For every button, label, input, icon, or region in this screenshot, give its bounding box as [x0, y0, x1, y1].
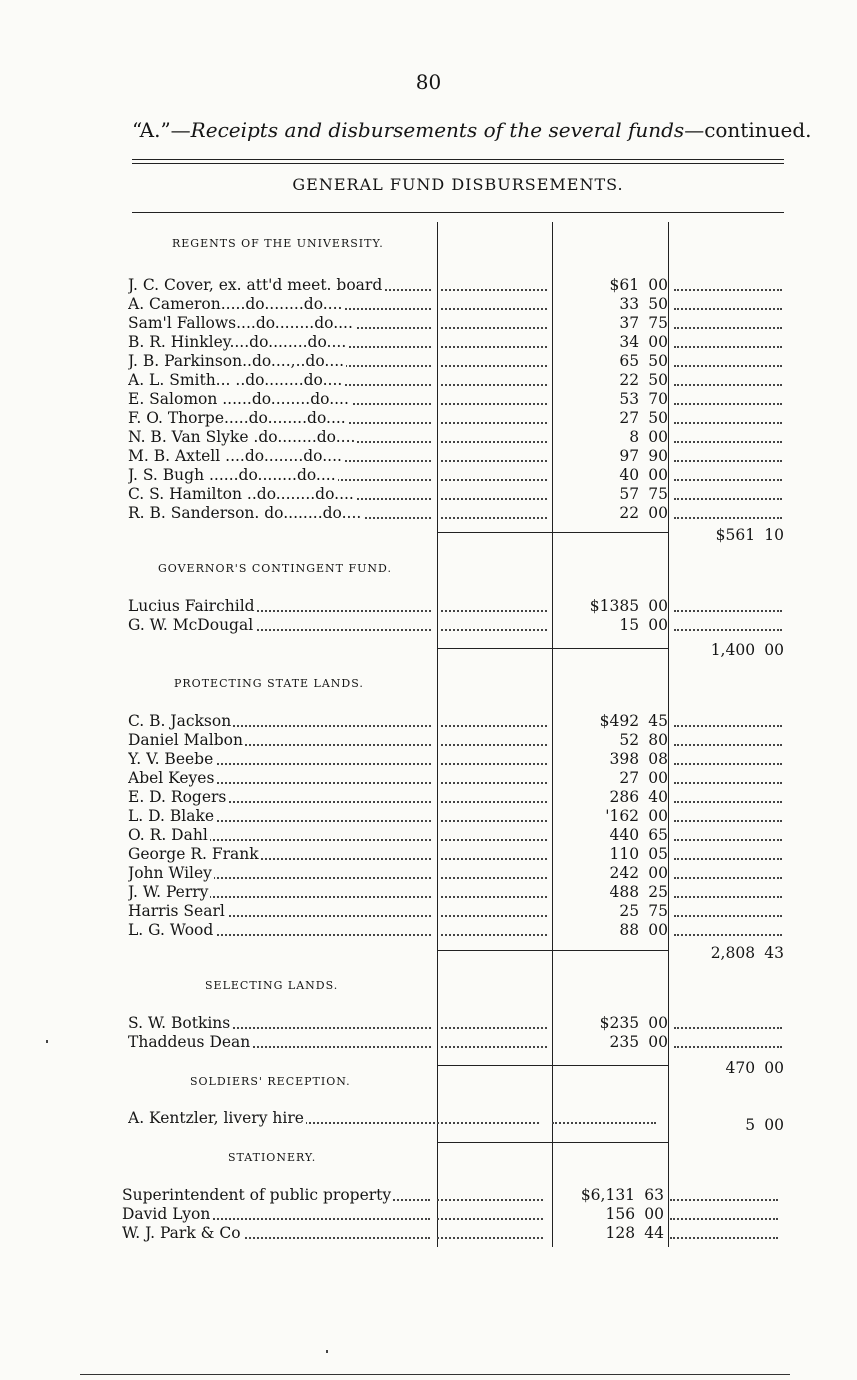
payee-name: R. B. Sanderson. do........do....: [128, 504, 362, 522]
table-row: [0, 902, 857, 921]
payee-name: Lucius Fairchild: [128, 597, 255, 615]
total-dollars: 2,808: [710, 944, 756, 962]
payee-name: J. B. Parkinson..do....,..do....: [128, 352, 345, 370]
section-title: GENERAL FUND DISBURSEMENTS.: [292, 175, 624, 194]
payee-name: Sam'l Fallows....do........do....: [128, 314, 353, 332]
amount-dollars: 128: [605, 1224, 636, 1242]
payee-name: A. Cameron.....do........do....: [128, 295, 343, 313]
heading-suffix: —continued.: [684, 118, 812, 142]
amount-cents: 00: [648, 428, 668, 446]
total-dollars: 1,400: [710, 641, 756, 659]
heading-prefix: “A.”—: [132, 118, 191, 142]
table-row: [0, 864, 857, 883]
table-row: [0, 371, 857, 390]
amount-dollars: 110: [609, 845, 640, 863]
payee-name: C. B. Jackson: [128, 712, 232, 730]
payee-name: O. R. Dahl: [128, 826, 208, 844]
group-title-selecting-lands: SELECTING LANDS.: [205, 979, 339, 992]
section-rule: [132, 212, 784, 213]
payee-name: S. W. Botkins: [128, 1014, 231, 1032]
amount-dollars: 286: [609, 788, 640, 806]
table-row: [0, 276, 857, 295]
payee-name: Harris Searl: [128, 902, 225, 920]
amount-cents: 00: [648, 1014, 668, 1032]
amount-dollars: $235: [599, 1014, 640, 1032]
total-cents: 43: [764, 944, 784, 962]
amount-dollars: 33: [619, 295, 640, 313]
amount-dollars: 156: [605, 1205, 636, 1223]
table-row: [0, 597, 857, 616]
amount-cents: 50: [648, 295, 668, 313]
amount-cents: 40: [648, 788, 668, 806]
payee-name: Daniel Malbon: [128, 731, 243, 749]
table-row: [0, 712, 857, 731]
amount-dollars: $61: [609, 276, 640, 294]
payee-name: C. S. Hamilton ..do........do....: [128, 485, 354, 503]
amount-dollars: 25: [619, 902, 640, 920]
group-total: [672, 641, 784, 659]
group-total: [672, 1116, 784, 1134]
amount-dollars: 40: [619, 466, 640, 484]
amount-dollars: 65: [619, 352, 640, 370]
amount-cents: 90: [648, 447, 668, 465]
amount-cents: 00: [648, 616, 668, 634]
table-row: [0, 352, 857, 371]
table-row: [0, 807, 857, 826]
table-row: [0, 504, 857, 523]
table-row: [0, 845, 857, 864]
table-row: [0, 750, 857, 769]
table-row: [0, 428, 857, 447]
amount-dollars: 488: [609, 883, 640, 901]
amount-cents: 00: [644, 1205, 664, 1223]
amount-dollars: 27: [619, 409, 640, 427]
table-row: [0, 314, 857, 333]
table-row: [0, 788, 857, 807]
table-row: [0, 731, 857, 750]
payee-name: J. W. Perry: [128, 883, 209, 901]
total-cents: 00: [764, 641, 784, 659]
payee-name: F. O. Thorpe.....do........do....: [128, 409, 346, 427]
payee-name: A. L. Smith... ..do........do....: [128, 371, 343, 389]
total-cents: 00: [764, 1116, 784, 1134]
group-title-governors-contingent-fund: GOVERNOR'S CONTINGENT FUND.: [158, 562, 392, 575]
group-title-soldiers-reception: SOLDIERS' RECEPTION.: [190, 1075, 351, 1088]
amount-cents: 00: [648, 333, 668, 351]
table-row: [0, 826, 857, 845]
payee-name: N. B. Van Slyke .do........do....: [128, 428, 356, 446]
table-row: [0, 1014, 857, 1033]
payee-name: David Lyon: [122, 1205, 211, 1223]
ink-speck: [326, 1350, 328, 1353]
amount-dollars: 398: [609, 750, 640, 768]
amount-dollars: 53: [619, 390, 640, 408]
payee-name: A. Kentzler, livery hire: [128, 1109, 304, 1127]
table-row: [0, 1033, 857, 1052]
payee-name: Superintendent of public property: [122, 1186, 392, 1204]
payee-name: E. Salomon ......do........do....: [128, 390, 349, 408]
amount-cents: 00: [648, 921, 668, 939]
payee-name: L. G. Wood: [128, 921, 214, 939]
amount-cents: 00: [648, 769, 668, 787]
amount-dollars: '162: [605, 807, 640, 825]
top-rule-upper: [132, 159, 784, 160]
payee-name: Abel Keyes: [128, 769, 215, 787]
amount-dollars: 34: [619, 333, 640, 351]
group-title-protecting-state-lands: PROTECTING STATE LANDS.: [174, 677, 364, 690]
amount-cents: 80: [648, 731, 668, 749]
total-dollars: 470: [725, 1059, 756, 1077]
page-bottom-rule: [80, 1374, 790, 1375]
amount-cents: 05: [648, 845, 668, 863]
amount-cents: 50: [648, 371, 668, 389]
table-row: [0, 390, 857, 409]
table-row: [0, 921, 857, 940]
table-row: [0, 616, 857, 635]
page-heading: [132, 118, 812, 142]
amount-dollars: 27: [619, 769, 640, 787]
amount-cents: 70: [648, 390, 668, 408]
amount-cents: 50: [648, 352, 668, 370]
amount-dollars: 242: [609, 864, 640, 882]
amount-cents: 00: [648, 864, 668, 882]
group-total: [672, 1059, 784, 1077]
table-row: [0, 883, 857, 902]
subtotal-rule: [437, 1142, 668, 1143]
heading-italic: Receipts and disbursements of the several funds: [190, 118, 685, 142]
payee-name: M. B. Axtell ....do........do....: [128, 447, 342, 465]
amount-cents: 00: [648, 276, 668, 294]
amount-cents: 65: [648, 826, 668, 844]
payee-name: J. S. Bugh ......do........do....: [128, 466, 336, 484]
amount-cents: 00: [648, 807, 668, 825]
payee-name: Y. V. Beebe: [128, 750, 214, 768]
table-row: [0, 295, 857, 314]
payee-name: L. D. Blake: [128, 807, 215, 825]
group-title-stationery: STATIONERY.: [228, 1151, 317, 1164]
amount-dollars: $492: [599, 712, 640, 730]
table-row: [0, 1224, 857, 1243]
amount-dollars: 440: [609, 826, 640, 844]
amount-cents: 75: [648, 485, 668, 503]
payee-name: B. R. Hinkley....do........do....: [128, 333, 347, 351]
subtotal-rule: [437, 532, 668, 533]
amount-dollars: 37: [619, 314, 640, 332]
amount-cents: 08: [648, 750, 668, 768]
amount-cents: 75: [648, 314, 668, 332]
amount-cents: 00: [648, 466, 668, 484]
payee-name: W. J. Park & Co: [122, 1224, 241, 1242]
amount-dollars: 22: [619, 371, 640, 389]
total-cents: 00: [764, 1059, 784, 1077]
table-row: [0, 485, 857, 504]
amount-cents: 44: [644, 1224, 664, 1242]
table-row: [0, 409, 857, 428]
amount-dollars: 88: [619, 921, 640, 939]
amount-cents: 00: [648, 597, 668, 615]
total-dollars: $561: [715, 526, 756, 544]
amount-dollars: 15: [619, 616, 640, 634]
table-row: [0, 1205, 857, 1224]
amount-dollars: $1385: [589, 597, 640, 615]
amount-cents: 00: [648, 1033, 668, 1051]
payee-name: E. D. Rogers: [128, 788, 227, 806]
amount-dollars: 22: [619, 504, 640, 522]
amount-dollars: 57: [619, 485, 640, 503]
amount-dollars: $6,131: [580, 1186, 636, 1204]
payee-name: John Wiley: [128, 864, 212, 882]
table-row: [0, 769, 857, 788]
total-dollars: 5: [745, 1116, 756, 1134]
amount-dollars: 235: [609, 1033, 640, 1051]
top-rule-lower: [132, 163, 784, 164]
table-row: [0, 466, 857, 485]
table-row: [0, 1186, 857, 1205]
table-row: [0, 333, 857, 352]
payee-name: J. C. Cover, ex. att'd meet. board: [128, 276, 383, 294]
amount-dollars: 97: [619, 447, 640, 465]
amount-cents: 75: [648, 902, 668, 920]
ink-speck: [46, 1040, 48, 1043]
group-total: [672, 944, 784, 962]
subtotal-rule: [437, 950, 668, 951]
amount-cents: 50: [648, 409, 668, 427]
amount-cents: 63: [644, 1186, 664, 1204]
group-title-regents: REGENTS OF THE UNIVERSITY.: [172, 237, 384, 250]
amount-cents: 45: [648, 712, 668, 730]
subtotal-rule: [437, 1065, 668, 1066]
amount-cents: 00: [648, 504, 668, 522]
amount-dollars: 52: [619, 731, 640, 749]
payee-name: Thaddeus Dean: [128, 1033, 251, 1051]
payee-name: G. W. McDougal: [128, 616, 254, 634]
page-number: 80: [415, 70, 442, 94]
subtotal-rule: [437, 648, 668, 649]
table-row: [0, 447, 857, 466]
total-cents: 10: [764, 526, 784, 544]
payee-name: George R. Frank: [128, 845, 259, 863]
amount-dollars: 8: [629, 428, 640, 446]
amount-cents: 25: [648, 883, 668, 901]
group-total: [672, 526, 784, 544]
